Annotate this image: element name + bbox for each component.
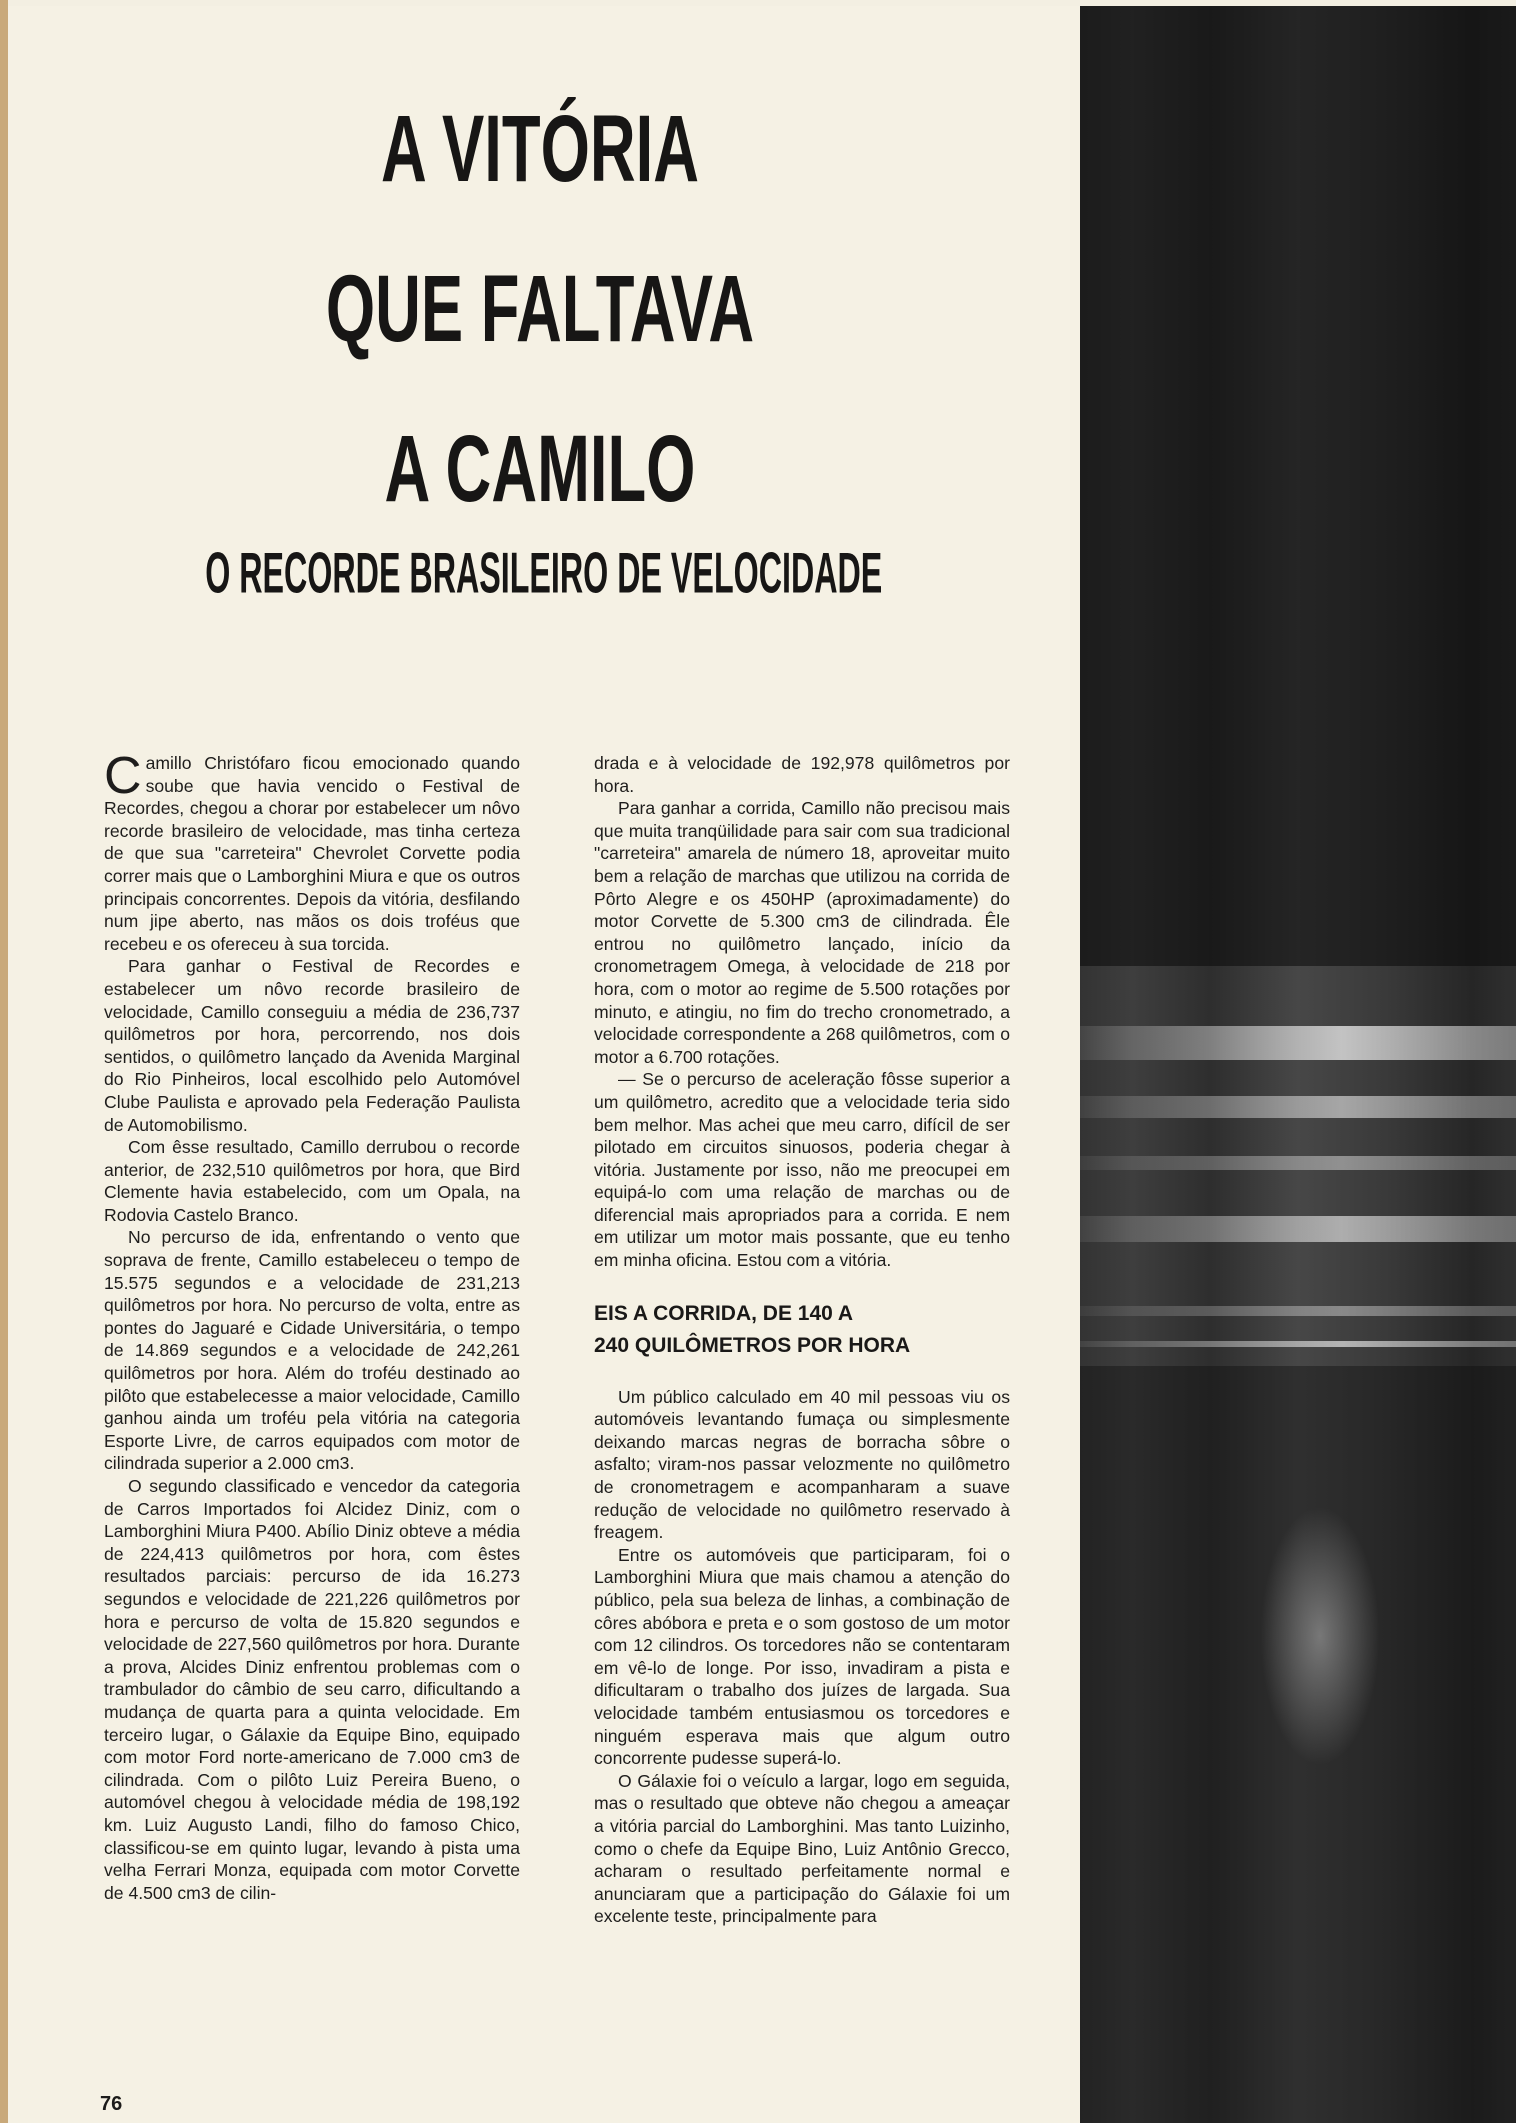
photo-streak-5 xyxy=(1080,1306,1516,1316)
column2-paragraph-4: Um público calculado em 40 mil pessoas viu os automóveis levantando fumaça ou simplesmente deixando marcas negras de borracha sôbre o asfalto; viram-nos passar velozmente no quilômetro de cronometragem e acompanharam a suave redução de velocidade no quilômetro reservado à freagem. xyxy=(594,1386,1010,1543)
article-column-1 xyxy=(104,747,520,1904)
headline-line-2: QUE FALTAVA xyxy=(325,254,755,362)
photo-streak-1 xyxy=(1080,1026,1516,1060)
page-edge xyxy=(0,0,8,2123)
section-heading xyxy=(594,1298,1010,1362)
photo-streak-4 xyxy=(1080,1216,1516,1242)
column2-paragraph-1: drada e à velocidade de 192,978 quilômetros por hora. xyxy=(594,753,1010,796)
column1-paragraph-3: Com êsse resultado, Camillo derrubou o recorde anterior, de 232,510 quilômetros por hora, que Bird Clemente havia estabelecido, com um Opala, na Rodovia Castelo Branco. xyxy=(104,1137,520,1225)
column1-paragraph-5: O segundo classificado e vencedor da categoria de Carros Importados foi Alcidez Diniz, com o Lamborghini Miura P400. Abílio Diniz obteve a média de 224,413 quilômetros por hora, com êstes resultados parciais: percurso de ida 16.273 segundos e velocidade de 221,226 quilômetros por hora e percurso de volta de 15.820 segundos e velocidade de 227,560 quilômetros por hora. Durante a prova, Alcides Diniz enfrentou problemas com o trambulador do câmbio de seu carro, dificultando a mudança de quarta para a quinta velocidade. Em terceiro lugar, o Gálaxie da Equipe Bino, equipado com motor Ford norte-americano de 7.000 cm3 de cilindrada. Com o pilôto Luiz Pereira Bueno, o automóvel chegou à velocidade média de 198,192 km. Luiz Augusto Landi, filho do famoso Chico, classificou-se em quinto lugar, levando à pista uma velha Ferrari Monza, equipada com motor Corvette de 4.500 cm3 de cilin- xyxy=(104,1476,520,1903)
column1-paragraph-1-text: amillo Christófaro ficou emocionado quando soube que havia vencido o Festival de Recordes, chegou a chorar por estabelecer um nôvo recorde brasileiro de velocidade, mas tinha certeza de que sua "carreteira" Chevrolet Corvette podia correr mais que o Lamborghini Miura e que os outros principais concorrentes. Depois da vitória, desfilando num jipe aberto, nas mãos os dois troféus que recebeu e os ofereceu à sua torcida. xyxy=(104,753,520,954)
column1-paragraph-2: Para ganhar o Festival de Recordes e estabelecer um nôvo recorde brasileiro de velocidade, Camillo conseguiu a média de 236,737 quilômetros por hora, percorrendo, nos dois sentidos, o quilômetro lançado da Avenida Marginal do Rio Pinheiros, local escolhido pelo Automóvel Clube Paulista e aprovado pela Federação Paulista de Automobilismo. xyxy=(104,956,520,1135)
headline-subtitle: O RECORDE BRASILEIRO DE VELOCIDADE xyxy=(205,542,883,606)
photo-streak-3 xyxy=(1080,1156,1516,1170)
section-heading-line-1: EIS A CORRIDA, DE 140 A xyxy=(594,1301,854,1325)
photo-shadow-top xyxy=(1080,6,1516,966)
headline-line-3: A CAMILO xyxy=(384,414,696,522)
column2-paragraph-2: Para ganhar a corrida, Camillo não precisou mais que muita tranqüilidade para sair com sua tradicional "carreteira" amarela de número 18, aproveitar muito bem a relação de marchas que utilizou na corrida de Pôrto Alegre e os 450HP (aproximadamente) do motor Corvette de 5.300 cm3 de cilindrada. Êle entrou no quilômetro lançado, início da cronometragem Omega, à velocidade de 218 por hora, com o motor ao regime de 5.500 rotações por minuto, e atingiu, no fim do trecho cronometrado, a velocidade correspondente a 268 quilômetros, com o motor a 6.700 rotações. xyxy=(594,798,1010,1067)
photo-streak-6 xyxy=(1080,1341,1516,1347)
column2-paragraph-5: Entre os automóveis que participaram, foi o Lamborghini Miura que mais chamou a atenção do público, pela sua beleza de linhas, a combinação de côres abóbora e preta e o som gostoso de um motor com 12 cilindros. Os torcedores não se contentaram em vê-lo de longe. Por isso, invadiram a pista e dificultaram o trabalho dos juízes de largada. Sua velocidade também entusiasmou os torcedores e ninguém esperava mais que algum outro concorrente pudesse superá-lo. xyxy=(594,1544,1010,1769)
column2-paragraph-6: O Gálaxie foi o veículo a largar, logo em seguida, mas o resultado que obteve não chegou a ameaçar a vitória parcial do Lamborghini. Mas tanto Luizinho, como o chefe da Equipe Bino, Luiz Antônio Grecco, acharam o resultado perfeitamente normal e anunciaram que a participação do Gálaxie foi um excelente teste, principalmente para xyxy=(594,1770,1010,1927)
column1-paragraph-1 xyxy=(104,747,520,955)
page-number: 76 xyxy=(100,2093,123,2115)
photo-wheel-glow xyxy=(1260,1506,1380,1766)
headline-line-1: A VITÓRIA xyxy=(381,94,699,202)
article-column-2 xyxy=(594,752,1010,1928)
photo-streak-2 xyxy=(1080,1096,1516,1118)
section-heading-line-2: 240 QUILÔMETROS POR HORA xyxy=(594,1333,911,1357)
racing-photo xyxy=(1080,6,1516,2123)
column2-paragraph-3: — Se o percurso de aceleração fôsse superior a um quilômetro, acredito que a velocidade teria sido bem melhor. Mas achei que meu carro, difícil de ser pilotado em circuitos sinuosos, poderia chegar à vitória. Justamente por isso, não me preocupei em equipá-lo com uma relação de marchas ou de diferencial mais apropriados para a corrida. E nem em utilizar um motor mais possante, que eu tenho em minha oficina. Estou com a vitória. xyxy=(594,1069,1010,1271)
drop-cap: C xyxy=(104,747,142,805)
column1-paragraph-4: No percurso de ida, enfrentando o vento que soprava de frente, Camillo estabeleceu o tempo de 15.575 segundos e a velocidade de 231,213 quilômetros por hora. No percurso de volta, entre as pontes do Jaguaré e Cidade Universitária, o tempo de 14.869 segundos e a velocidade de 242,261 quilômetros por hora. Além do troféu destinado ao pilôto que estabelecesse a maior velocidade, Camillo ganhou ainda um troféu pela vitória na categoria Esporte Livre, de carros equipados com motor de cilindrada superior a 2.000 cm3. xyxy=(104,1227,520,1474)
